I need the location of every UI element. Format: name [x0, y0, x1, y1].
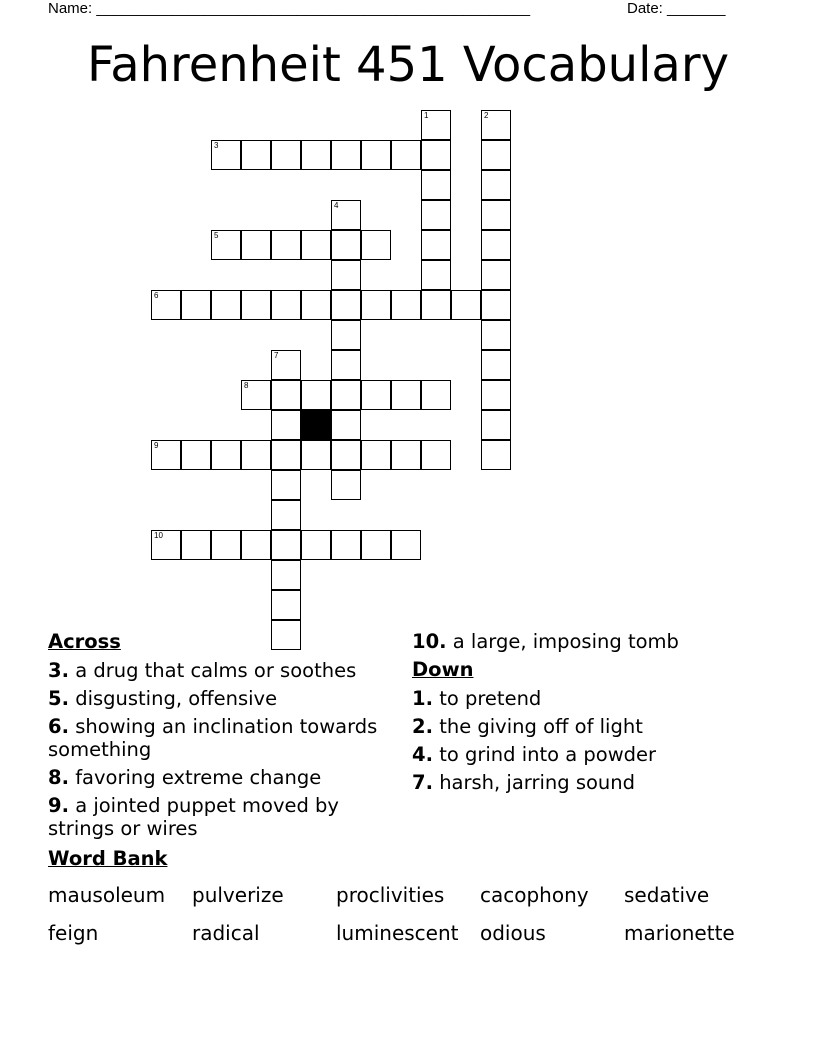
grid-cell[interactable] [241, 140, 271, 170]
grid-cell[interactable] [271, 410, 301, 440]
grid-cell[interactable] [481, 320, 511, 350]
grid-cell[interactable] [271, 440, 301, 470]
clue-across-6 [48, 715, 388, 761]
grid-cell[interactable] [271, 140, 301, 170]
clue-text: a jointed puppet moved by strings or wires [48, 794, 339, 840]
clue-down-1 [412, 687, 772, 710]
cell-number: 6 [154, 291, 159, 300]
clue-number: 4. [412, 743, 433, 766]
clue-across-10 [412, 630, 772, 653]
grid-cell[interactable] [481, 440, 511, 470]
grid-cell[interactable] [301, 290, 331, 320]
grid-cell[interactable] [391, 140, 421, 170]
grid-cell[interactable] [391, 290, 421, 320]
clue-down-7 [412, 771, 772, 794]
grid-cell[interactable] [481, 410, 511, 440]
grid-cell[interactable] [481, 230, 511, 260]
grid-cell[interactable] [301, 530, 331, 560]
grid-cell[interactable] [421, 230, 451, 260]
grid-cell[interactable] [361, 290, 391, 320]
word-bank-item: pulverize [192, 883, 284, 907]
grid-cell[interactable] [151, 530, 181, 560]
clue-text: a large, imposing tomb [452, 630, 679, 653]
grid-cell[interactable] [331, 380, 361, 410]
word-bank-item: radical [192, 921, 260, 945]
grid-cell[interactable] [181, 440, 211, 470]
grid-cell[interactable] [181, 530, 211, 560]
page-title: Fahrenheit 451 Vocabulary [87, 37, 729, 93]
clue-text: favoring extreme change [75, 766, 322, 789]
grid-cell[interactable] [421, 170, 451, 200]
clue-number: 8. [48, 766, 69, 789]
clue-text: a drug that calms or soothes [75, 659, 357, 682]
grid-cell[interactable] [451, 290, 481, 320]
grid-cell[interactable] [271, 560, 301, 590]
grid-cell[interactable] [361, 230, 391, 260]
grid-cell[interactable] [271, 380, 301, 410]
clue-number: 3. [48, 659, 69, 682]
clue-text: harsh, jarring sound [439, 771, 636, 794]
grid-cell[interactable] [481, 140, 511, 170]
name-line[interactable]: Name: ____________________________________________________ [48, 0, 531, 17]
grid-cell[interactable] [391, 440, 421, 470]
grid-cell[interactable] [241, 290, 271, 320]
grid-cell[interactable] [391, 380, 421, 410]
grid-cell[interactable] [181, 290, 211, 320]
clue-number: 6. [48, 715, 69, 738]
grid-cell[interactable] [271, 530, 301, 560]
grid-cell[interactable] [481, 200, 511, 230]
grid-cell[interactable] [151, 440, 181, 470]
grid-cell[interactable] [361, 380, 391, 410]
word-bank-item: odious [480, 921, 546, 945]
grid-cell[interactable] [331, 320, 361, 350]
grid-cell[interactable] [271, 290, 301, 320]
grid-cell[interactable] [361, 530, 391, 560]
clues-left-column [48, 630, 388, 845]
grid-cell[interactable] [331, 410, 361, 440]
clue-text: to grind into a powder [439, 743, 657, 766]
word-bank-heading: Word Bank [48, 847, 168, 870]
grid-cell[interactable] [211, 530, 241, 560]
grid-cell[interactable] [361, 140, 391, 170]
grid-cell[interactable] [211, 440, 241, 470]
grid-cell[interactable] [301, 230, 331, 260]
grid-cell[interactable] [271, 590, 301, 620]
grid-cell[interactable] [481, 290, 511, 320]
grid-cell[interactable] [331, 290, 361, 320]
clue-text: disgusting, offensive [75, 687, 278, 710]
cell-number: 3 [214, 141, 219, 150]
grid-cell[interactable] [271, 350, 301, 380]
grid-cell[interactable] [301, 440, 331, 470]
cell-number: 4 [334, 201, 339, 210]
clue-number: 7. [412, 771, 433, 794]
grid-cell[interactable] [331, 440, 361, 470]
grid-cell[interactable] [421, 140, 451, 170]
grid-cell[interactable] [151, 290, 181, 320]
grid-cell[interactable] [421, 110, 451, 140]
grid-cell[interactable] [481, 260, 511, 290]
across-heading: Across [48, 630, 121, 653]
grid-cell[interactable] [331, 470, 361, 500]
grid-cell[interactable] [481, 350, 511, 380]
clue-text: showing an inclination towards something [48, 715, 378, 761]
grid-cell[interactable] [421, 200, 451, 230]
word-bank-item: feign [48, 921, 99, 945]
grid-cell[interactable] [271, 230, 301, 260]
grid-cell[interactable] [421, 380, 451, 410]
grid-cell[interactable] [241, 380, 271, 410]
date-line[interactable]: Date: _______ [627, 0, 726, 17]
cell-number: 2 [484, 111, 489, 120]
grid-cell[interactable] [271, 470, 301, 500]
grid-cell[interactable] [211, 230, 241, 260]
grid-cell[interactable] [331, 350, 361, 380]
word-bank-item: marionette [624, 921, 735, 945]
grid-cell[interactable] [361, 440, 391, 470]
grid-cell[interactable] [211, 140, 241, 170]
grid-block [301, 410, 331, 440]
grid-cell[interactable] [481, 110, 511, 140]
cell-number: 10 [154, 531, 163, 540]
grid-cell[interactable] [241, 530, 271, 560]
clue-text: the giving off of light [439, 715, 643, 738]
word-bank-item: luminescent [336, 921, 459, 945]
clue-across-5 [48, 687, 388, 710]
clue-across-8 [48, 766, 388, 789]
cell-number: 7 [274, 351, 279, 360]
grid-cell[interactable] [271, 500, 301, 530]
cell-number: 9 [154, 441, 159, 450]
clue-text: to pretend [439, 687, 542, 710]
grid-cell[interactable] [331, 200, 361, 230]
grid-cell[interactable] [241, 230, 271, 260]
word-bank-item: proclivities [336, 883, 445, 907]
grid-cell[interactable] [331, 140, 361, 170]
clue-number: 9. [48, 794, 69, 817]
clue-across-3 [48, 659, 388, 682]
grid-cell[interactable] [241, 440, 271, 470]
grid-cell[interactable] [481, 170, 511, 200]
grid-cell[interactable] [421, 440, 451, 470]
clue-number: 2. [412, 715, 433, 738]
down-heading: Down [412, 658, 474, 681]
grid-cell[interactable] [421, 290, 451, 320]
clue-down-2 [412, 715, 772, 738]
clue-number: 10. [412, 630, 447, 653]
grid-cell[interactable] [421, 260, 451, 290]
cell-number: 5 [214, 231, 219, 240]
clue-number: 5. [48, 687, 69, 710]
cell-number: 1 [424, 111, 429, 120]
grid-cell[interactable] [301, 380, 331, 410]
cell-number: 8 [244, 381, 249, 390]
grid-cell[interactable] [391, 530, 421, 560]
grid-cell[interactable] [331, 530, 361, 560]
grid-cell[interactable] [331, 260, 361, 290]
grid-cell[interactable] [301, 140, 331, 170]
clue-down-4 [412, 743, 772, 766]
word-bank-item: mausoleum [48, 883, 166, 907]
clue-across-9 [48, 794, 388, 840]
clues-right-column [412, 630, 772, 799]
grid-cell[interactable] [331, 230, 361, 260]
grid-cell[interactable] [481, 380, 511, 410]
clue-number: 1. [412, 687, 433, 710]
word-bank-item: cacophony [480, 883, 589, 907]
word-bank-item: sedative [624, 883, 710, 907]
grid-cell[interactable] [211, 290, 241, 320]
